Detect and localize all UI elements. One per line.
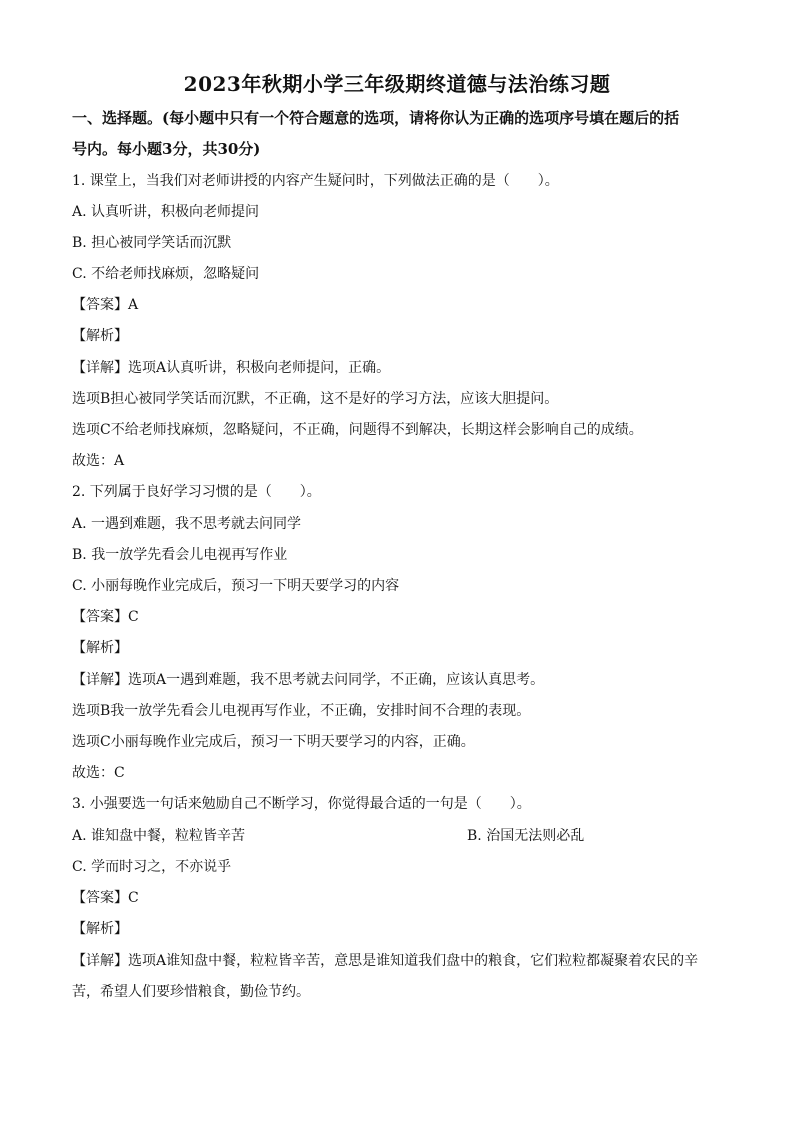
question-1-answer: 【答案】A (72, 297, 139, 313)
question-1-option-a: A. 认真听讲，积极向老师提问 (72, 204, 260, 220)
question-3-options-row (72, 826, 732, 846)
section-instruction-line-1: 一、选择题。(每小题中只有一个符合题意的选项，请将你认为正确的选项序号填在题后的括 (72, 109, 680, 127)
question-3-stem: 3. 小强要选一句话来勉励自己不断学习，你觉得最合适的一句是（ ）。 (72, 796, 531, 812)
question-1-option-c: C. 不给老师找麻烦，忽略疑问 (72, 266, 260, 282)
question-1-detail-1: 【详解】选项A认真听讲，积极向老师提问，正确。 (72, 360, 391, 376)
question-2-answer: 【答案】C (72, 609, 139, 625)
question-1-detail-2: 选项B担心被同学笑话而沉默，不正确，这不是好的学习方法，应该大胆提问。 (72, 391, 559, 407)
question-3-option-b: B. 治国无法则必乱 (467, 828, 585, 844)
question-2-conclusion: 故选：C (72, 765, 125, 781)
question-2-detail-3: 选项C小丽每晚作业完成后，预习一下明天要学习的内容，正确。 (72, 734, 475, 750)
question-2-analysis: 【解析】 (72, 640, 128, 656)
question-3-answer: 【答案】C (72, 890, 139, 906)
question-1-option-b: B. 担心被同学笑话而沉默 (72, 235, 232, 251)
question-2-stem: 2. 下列属于良好学习习惯的是（ ）。 (72, 484, 321, 500)
question-2-detail-1: 【详解】选项A一遇到难题，我不思考就去问同学，不正确，应该认真思考。 (72, 672, 545, 688)
page-title: 2023年秋期小学三年级期终道德与法治练习题 (183, 72, 611, 96)
question-1-conclusion: 故选：A (72, 453, 125, 469)
question-2-option-b: B. 我一放学先看会儿电视再写作业 (72, 547, 288, 563)
section-instruction-line-2: 号内。每小题3分，共30分) (72, 140, 261, 158)
question-3-detail-2: 苦，希望人们要珍惜粮食，勤俭节约。 (72, 984, 310, 1000)
question-1-stem: 1. 课堂上，当我们对老师讲授的内容产生疑问时，下列做法正确的是（ ）。 (72, 173, 559, 189)
question-2-detail-2: 选项B我一放学先看会儿电视再写作业，不正确，安排时间不合理的表现。 (72, 703, 531, 719)
question-2-option-a: A. 一遇到难题，我不思考就去问同学 (72, 516, 302, 532)
question-3-detail-1: 【详解】选项A谁知盘中餐，粒粒皆辛苦，意思是谁知道我们盘中的粮食，它们粒粒都凝聚着农民的辛 (72, 953, 699, 969)
question-3-option-a: A. 谁知盘中餐，粒粒皆辛苦 (72, 828, 246, 844)
question-2-option-c: C. 小丽每晚作业完成后，预习一下明天要学习的内容 (72, 578, 400, 594)
question-3-analysis: 【解析】 (72, 921, 128, 937)
question-1-detail-3: 选项C不给老师找麻烦，忽略疑问，不正确，问题得不到解决，长期这样会影响自己的成绩。 (72, 422, 643, 438)
question-3-option-c: C. 学而时习之，不亦说乎 (72, 859, 232, 875)
question-1-analysis: 【解析】 (72, 328, 128, 344)
